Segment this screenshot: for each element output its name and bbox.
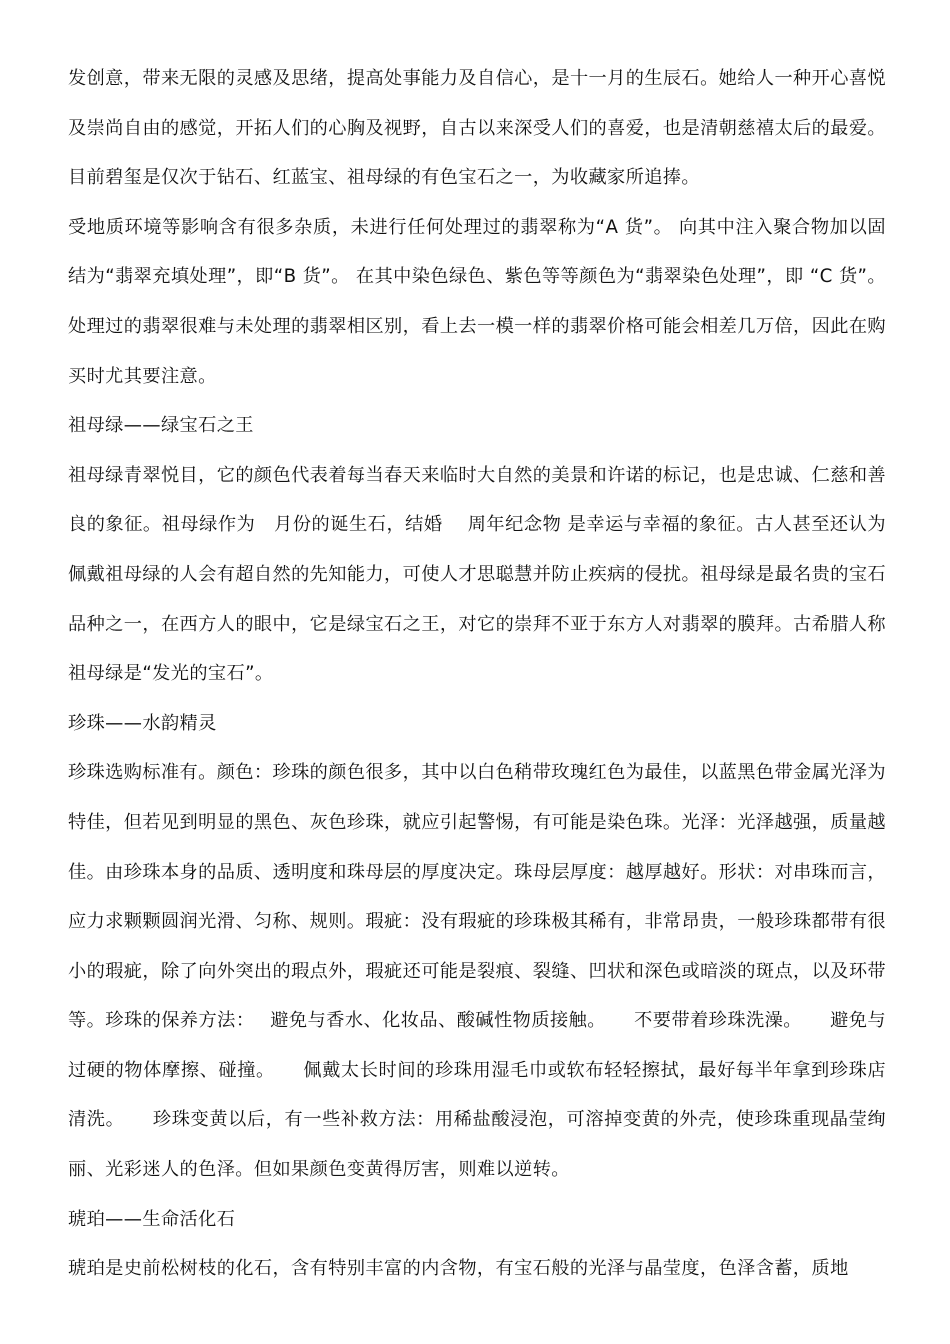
paragraph-jadeite-treatment: 受地质环境等影响含有很多杂质，未进行任何处理过的翡翠称为“A 货”。 向其中注入聚合物加以固结为“翡翠充填处理”，即“B 货”。 在其中染色绿色、紫色等等颜色为“翡翠染色处理”，即 “C 货”。 处理过的翡翠很难与未处理的翡翠相区别，看上去一模一样的翡翠价格可能会相差几万倍，因此在购买时尤其要注意。 — [68, 216, 886, 387]
heading-amber: 琥珀——生命活化石 — [68, 1208, 236, 1230]
paragraph-emerald: 祖母绿青翠悦目，它的颜色代表着每当春天来临时大自然的美景和许诺的标记，也是忠诚、仁慈和善良的象征。祖母绿作为 月份的诞生石，结婚 周年纪念物 是幸运与幸福的象征。古人甚至还认为佩戴祖母绿的人会有超自然的先知能力，可使人才思聪慧并防止疾病的侵扰。祖母绿是最名贵的宝石品种之一，在西方人的眼中，它是绿宝石之王，对它的崇拜不亚于东方人对翡翠的膜拜。古希腊人称祖母绿是“发光的宝石”。 — [68, 464, 886, 685]
heading-pearl: 珍珠——水韵精灵 — [68, 712, 217, 734]
paragraph-amber: 琥珀是史前松树枝的化石，含有特别丰富的内含物，有宝石般的光泽与晶莹度，色泽含蓄，质地 — [68, 1258, 849, 1280]
paragraph-pearl: 珍珠选购标准有。颜色：珍珠的颜色很多，其中以白色稍带玫瑰红色为最佳，以蓝黑色带金属光泽为特佳，但若见到明显的黑色、灰色珍珠，就应引起警惕，有可能是染色珠。光泽：光泽越强，质量越佳。由珍珠本身的品质、透明度和珠母层的厚度决定。珠母层厚度：越厚越好。形状：对串珠而言，应力求颗颗圆润光滑、匀称、规则。瑕疵：没有瑕疵的珍珠极其稀有，非常昂贵，一般珍珠都带有很小的瑕疵，除了向外突出的瑕点外，瑕疵还可能是裂痕、裂缝、凹状和深色或暗淡的斑点，以及环带等。珍珠的保养方法： 避免与香水、化妆品、酸碱性物质接触。 不要带着珍珠洗澡。 避免与过硬的物体摩擦、碰撞。 佩戴太长时间的珍珠用湿毛巾或软布轻轻擦拭，最好每半年拿到珍珠店清洗。 珍珠变黄以后，有一些补救方法：用稀盐酸浸泡，可溶掉变黄的外壳，使珍珠重现晶莹绚丽、光彩迷人的色泽。但如果颜色变黄得厉害，则难以逆转。 — [68, 762, 886, 1181]
document-page — [68, 54, 886, 1294]
paragraph-tourmaline-end: 发创意，带来无限的灵感及思绪，提高处事能力及自信心，是十一月的生辰石。她给人一种开心喜悦及崇尚自由的感觉，开拓人们的心胸及视野，自古以来深受人们的喜爱，也是清朝慈禧太后的最爱。目前碧玺是仅次于钻石、红蓝宝、祖母绿的有色宝石之一，为收藏家所追捧。 — [68, 68, 886, 189]
heading-emerald: 祖母绿——绿宝石之王 — [68, 415, 254, 437]
